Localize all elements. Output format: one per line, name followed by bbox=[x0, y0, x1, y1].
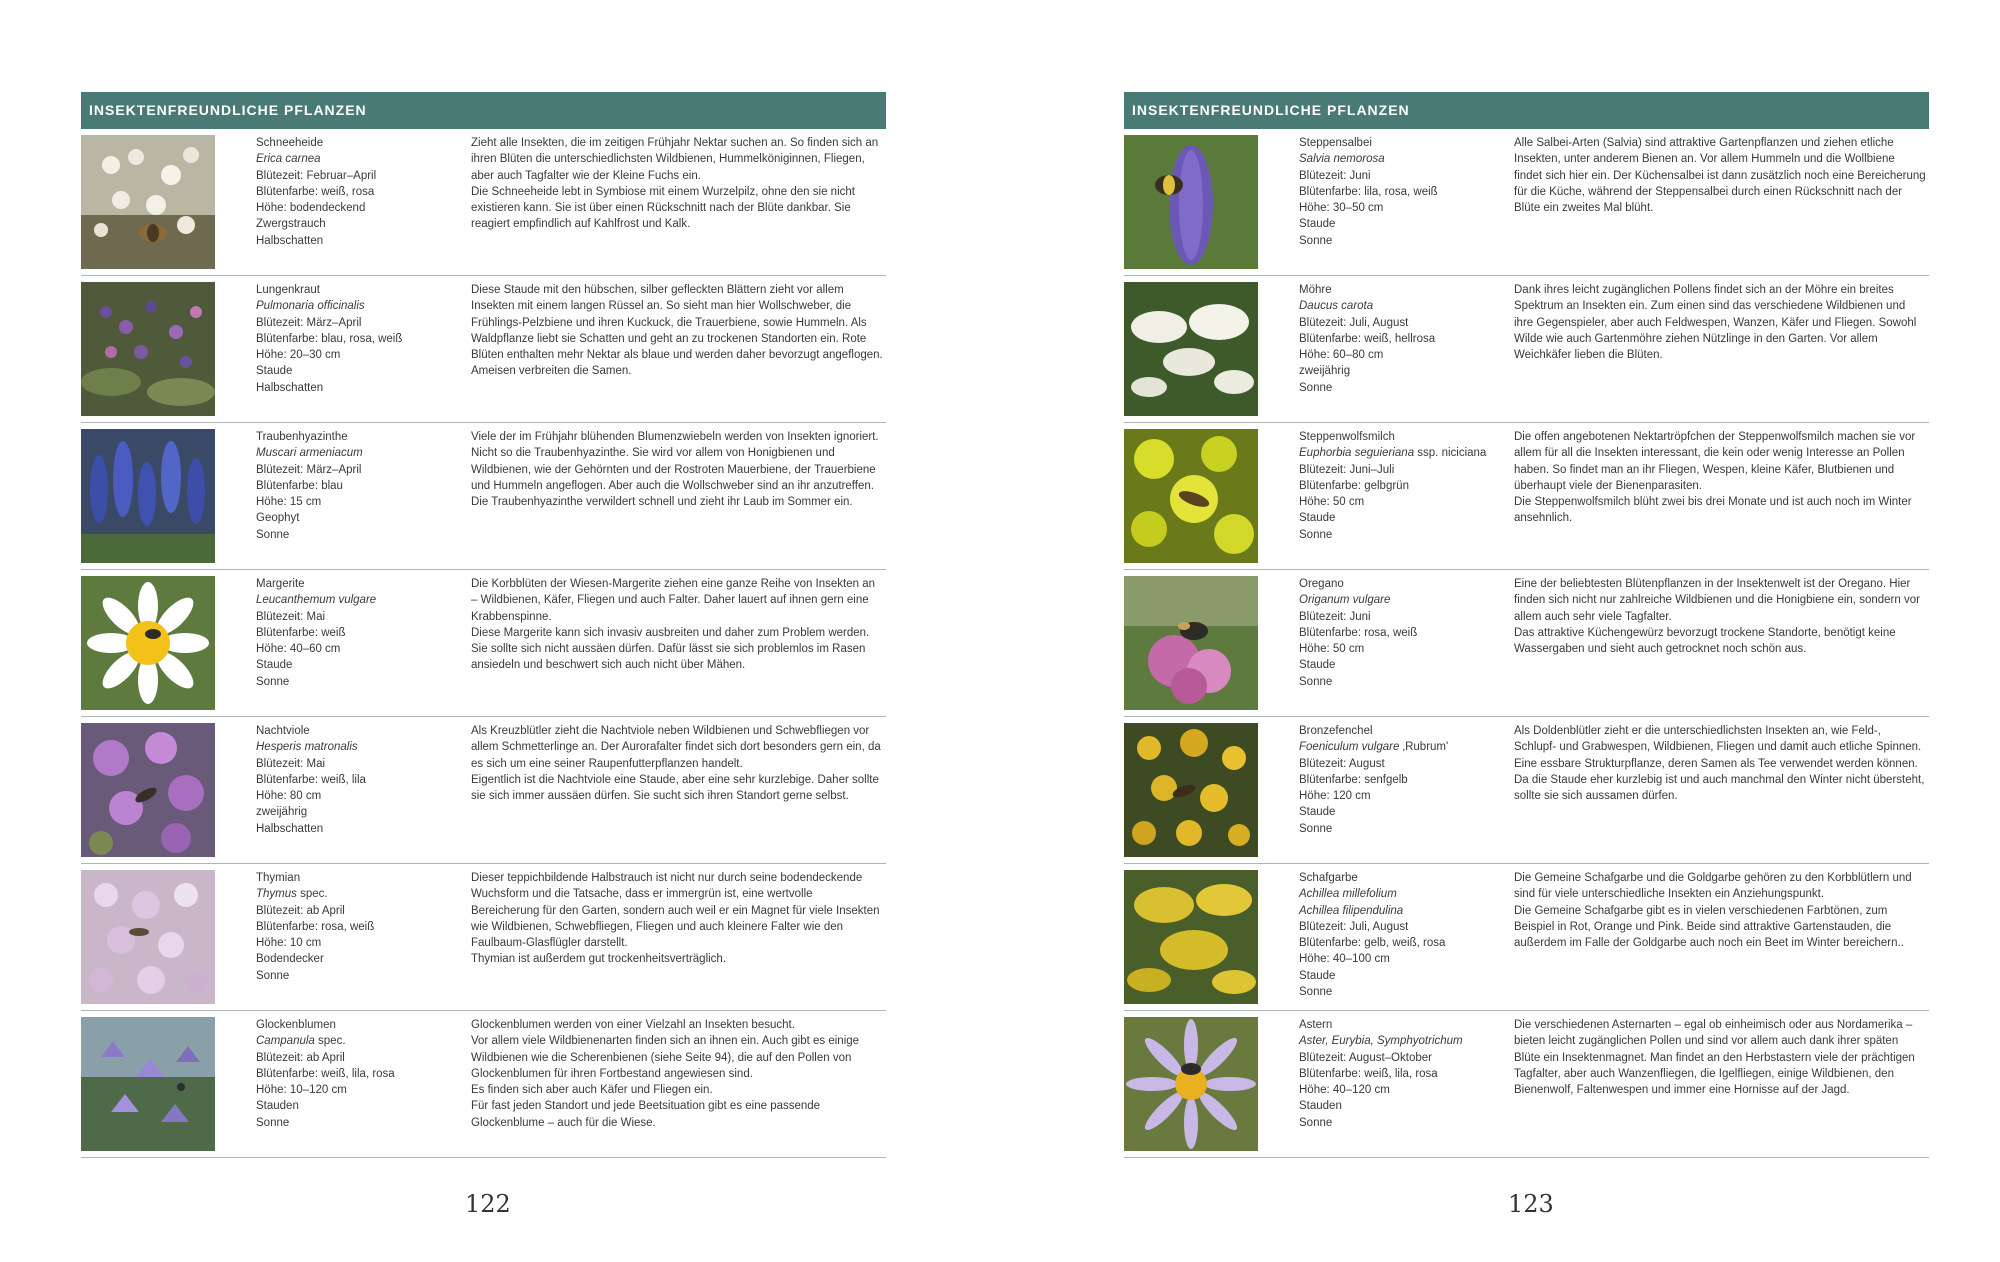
description-paragraph: Die verschiedenen Asternarten – egal ob einheimisch oder aus Nordamerika – bieten leicht zugänglichen Pollen und sind vor allem auch dank ihrer späten Blüte ein Insektenmagnet. Man findet an den Herbstastern viele der prächtigen Tagfalter, aber auch Wanzenfliegen, die Igelfliegen, einige Wildbienen, den Bienenwolf, Faltenwespen und immer eine Hornisse auf der Jagd. bbox=[1514, 1019, 1915, 1097]
description-paragraph: Glockenblumen werden von einer Vielzahl an Insekten besucht. bbox=[471, 1019, 795, 1031]
plant-latin-name: Daucus carota bbox=[1299, 300, 1374, 313]
thymian-photo bbox=[81, 870, 215, 1004]
plant-name: Thymian bbox=[256, 872, 301, 884]
flower-color: Blütenfarbe: weiß, lila bbox=[256, 773, 366, 786]
height: Höhe: 120 cm bbox=[1299, 790, 1371, 803]
plant-latin-name-2: Achillea filipendulina bbox=[1299, 904, 1404, 917]
latin-genus: Thymus bbox=[256, 888, 297, 901]
plant-name: Astern bbox=[1299, 1019, 1333, 1031]
plant-row-moehre bbox=[1124, 276, 1929, 423]
plant-row-thymian bbox=[81, 864, 886, 1011]
plant-latin-name: Achillea millefolium bbox=[1299, 888, 1397, 901]
plant-info bbox=[256, 723, 456, 837]
description-paragraph: Viele der im Frühjahr blühenden Blumenzwiebeln werden von Insekten ignoriert. Nicht so die Traubenhyazinthe. Sie wird vor allem von Honigbienen und Wildbienen, wie der Gehörnten und der Rostroten Mauerbiene, der Trauerbiene und Hummeln angeflogen. Aber auch die Wollschweber sind an ihr anzutreffen. bbox=[471, 431, 879, 492]
description-paragraph: Eigentlich ist die Nachtviole eine Staude, aber eine sehr kurzlebige. Daher sollte sie sich immer aussäen dürfen. Sie sucht sich ihren Standort gerne selbst. bbox=[471, 773, 879, 803]
flower-color: Blütenfarbe: senfgelb bbox=[1299, 773, 1408, 786]
plant-description bbox=[1514, 1017, 1926, 1098]
light: Sonne bbox=[1299, 1116, 1333, 1129]
steppenwolfsmilch-photo bbox=[1124, 429, 1258, 563]
plant-row-steppensalbei bbox=[1124, 129, 1929, 276]
plant-name: Traubenhyazinthe bbox=[256, 431, 348, 443]
bloom-time: Blütezeit: August bbox=[1299, 757, 1385, 770]
plant-description bbox=[471, 1017, 883, 1131]
margerite-photo bbox=[81, 576, 215, 710]
plant-type: Stauden bbox=[256, 1100, 299, 1113]
description-paragraph: Vor allem viele Wildbienenarten finden sich an ihnen ein. Auch gibt es einige Wildbienen wie die Scherenbienen (siehe Seite 94), die auf den Pollen von Glockenblumen für ihren Fortbestand angewiesen sind. bbox=[471, 1035, 860, 1080]
description-paragraph: Als Doldenblütler zieht er die unterschiedlichsten Insekten an, wie Feld-, Schlupf- und Grabwespen, Wildbienen, Fliegen und damit auch etliche Spinnen. Eine essbare Strukturpflanze, deren Samen als Tee verwendet werden können. bbox=[1514, 725, 1922, 770]
nachtviole-photo bbox=[81, 723, 215, 857]
plant-latin-name bbox=[1299, 445, 1499, 461]
light: Sonne bbox=[1299, 381, 1333, 394]
plant-description bbox=[1514, 870, 1926, 951]
description-paragraph: Die Gemeine Schafgarbe gibt es in vielen verschiedenen Farbtönen, zum Beispiel in Rot, Orange und Pink. Beide sind attraktive Gartenstauden, die außerdem im Falle der Goldgarbe auch noch ein Beet im Winter bereichern.. bbox=[1514, 904, 1904, 950]
plant-latin-name: Leucanthemum vulgare bbox=[256, 594, 377, 607]
flower-color: Blütenfarbe: weiß, hellrosa bbox=[1299, 332, 1436, 345]
flower-color: Blütenfarbe: weiß bbox=[256, 626, 346, 639]
plant-description bbox=[471, 135, 883, 233]
height: Höhe: 40–100 cm bbox=[1299, 953, 1390, 966]
left-page bbox=[81, 92, 886, 1158]
lungenkraut-photo bbox=[81, 282, 215, 416]
plant-latin-name: Pulmonaria officinalis bbox=[256, 300, 365, 313]
bloom-time: Blütezeit: März–April bbox=[256, 316, 362, 329]
bloom-time: Blütezeit: Juni–Juli bbox=[1299, 463, 1395, 476]
plant-name: Steppenwolfsmilch bbox=[1299, 431, 1395, 443]
bloom-time: Blütezeit: ab April bbox=[256, 904, 345, 917]
bloom-time: Blütezeit: März–April bbox=[256, 463, 362, 476]
flower-color: Blütenfarbe: blau bbox=[256, 479, 343, 492]
latin-genus: Foeniculum vulgare bbox=[1299, 741, 1400, 754]
bloom-time: Blütezeit: ab April bbox=[256, 1051, 345, 1064]
latin-suffix: ssp. niciciana bbox=[1414, 447, 1487, 460]
light: Sonne bbox=[256, 528, 290, 541]
light: Sonne bbox=[256, 675, 290, 688]
description-paragraph: Diese Staude mit den hübschen, silber gefleckten Blättern zieht vor allem Insekten mit einem langen Rüssel an. So sieht man hier Wollschweber, die Frühlings-Pelzbiene und ihren Kuckuck, die Trauerbiene, sowie Hummeln. Als Waldpflanze liebt sie Schatten und geht an zu trockenen Standorten ein. Rote Blüten enthalten mehr Nektar als blaue und werden daher bevorzugt angeflogen. Ameisen verbreiten die Samen. bbox=[471, 284, 883, 378]
flower-color: Blütenfarbe: gelbgrün bbox=[1299, 479, 1409, 492]
plant-name: Oregano bbox=[1299, 578, 1344, 590]
light: Sonne bbox=[1299, 986, 1333, 999]
plant-info bbox=[1299, 135, 1499, 249]
plant-row-schneeheide bbox=[81, 129, 886, 276]
height: Höhe: 40–120 cm bbox=[1299, 1084, 1390, 1097]
plant-description bbox=[471, 870, 883, 968]
light: Sonne bbox=[1299, 234, 1333, 247]
plant-type: Zwergstrauch bbox=[256, 218, 326, 231]
plant-name: Glockenblumen bbox=[256, 1019, 336, 1031]
plant-type: Staude bbox=[1299, 806, 1336, 819]
plant-name: Steppensalbei bbox=[1299, 137, 1372, 149]
light: Sonne bbox=[1299, 528, 1333, 541]
plant-latin-name bbox=[1299, 739, 1499, 755]
plant-info bbox=[1299, 429, 1499, 543]
flower-color: Blütenfarbe: rosa, weiß bbox=[1299, 626, 1418, 639]
plant-type: Staude bbox=[256, 659, 293, 672]
left-page-number: 122 bbox=[465, 1190, 511, 1218]
glockenblumen-photo bbox=[81, 1017, 215, 1151]
flower-color: Blütenfarbe: weiß, lila, rosa bbox=[256, 1067, 395, 1080]
bloom-time: Blütezeit: Juli, August bbox=[1299, 316, 1409, 329]
plant-description bbox=[471, 576, 883, 674]
description-paragraph: Die Schneeheide lebt in Symbiose mit einem Wurzelpilz, ohne den sie nicht existieren kann. Sie ist über einen Rückschnitt nach der Blüte dankbar. Sie reagiert empfindlich auf Kahlfrost und Kalk. bbox=[471, 185, 855, 231]
description-paragraph: Dieser teppichbildende Halbstrauch ist nicht nur durch seine bodendeckende Wuchsform und die Tatsache, dass er immergrün ist, eine wertvolle Bereicherung für den Garten, sondern auch weil er ein Magnet für viele Insekten wie Wildbienen, Schwebfliegen, Fliegen und auch kleinere Falter wie den Faulbaum-Glasflügler darstellt. bbox=[471, 872, 880, 950]
schneeheide-photo bbox=[81, 135, 215, 269]
plant-type: zweijährig bbox=[1299, 365, 1351, 378]
light: Sonne bbox=[256, 1116, 290, 1129]
plant-info bbox=[256, 870, 456, 984]
right-section-header: INSEKTENFREUNDLICHE PFLANZEN bbox=[1124, 92, 1929, 129]
latin-suffix: spec. bbox=[296, 888, 328, 901]
plant-row-steppenwolfsmilch bbox=[1124, 423, 1929, 570]
plant-info bbox=[1299, 282, 1499, 396]
description-paragraph: Zieht alle Insekten, die im zeitigen Frühjahr Nektar suchen an. So finden sich an ihren Blüten die unterschiedlichsten Wildbienen, Hummelköniginnen, Fliegen, aber auch Tagfalter wie der Kleine Fuchs ein. bbox=[471, 137, 879, 182]
plant-type: Stauden bbox=[1299, 1100, 1342, 1113]
height: Höhe: 80 cm bbox=[256, 790, 322, 803]
light: Sonne bbox=[1299, 822, 1333, 835]
flower-color: Blütenfarbe: blau, rosa, weiß bbox=[256, 332, 403, 345]
plant-info bbox=[256, 135, 456, 249]
plant-type: zweijährig bbox=[256, 806, 308, 819]
plant-info bbox=[256, 1017, 456, 1131]
light: Sonne bbox=[256, 969, 290, 982]
height: Höhe: 30–50 cm bbox=[1299, 202, 1384, 215]
plant-description bbox=[1514, 282, 1926, 363]
plant-info bbox=[1299, 723, 1499, 837]
description-paragraph: Alle Salbei-Arten (Salvia) sind attraktive Gartenpflanzen und ziehen etliche Insekten, unter anderem Bienen an. Vor allem Hummeln und die Wollbiene findet sich hier ein. Der Küchensalbei ist dann zusätzlich noch eine Bereicherung für die Küche, während der Steppensalbei durch einen Rückschnitt nach der Blüte ein zweites Mal blüht. bbox=[1514, 137, 1926, 215]
plant-name: Nachtviole bbox=[256, 725, 310, 737]
plant-name: Lungenkraut bbox=[256, 284, 320, 296]
right-page bbox=[1124, 92, 1929, 1158]
plant-row-margerite bbox=[81, 570, 886, 717]
flower-color: Blütenfarbe: weiß, rosa bbox=[256, 185, 375, 198]
description-paragraph: Die Traubenhyazinthe verwildert schnell und zieht ihr Laub im Sommer ein. bbox=[471, 496, 853, 509]
description-paragraph: Für fast jeden Standort und jede Beetsituation gibt es eine passende Glockenblume – auch für die Wiese. bbox=[471, 1100, 821, 1129]
plant-latin-name: Muscari armeniacum bbox=[256, 447, 363, 460]
plant-latin-name: Salvia nemorosa bbox=[1299, 153, 1385, 166]
oregano-photo bbox=[1124, 576, 1258, 710]
plant-row-glockenblumen bbox=[81, 1011, 886, 1158]
bloom-time: Blütezeit: Juni bbox=[1299, 610, 1371, 623]
plant-latin-name: Erica carnea bbox=[256, 153, 321, 166]
plant-latin-name: Hesperis matronalis bbox=[256, 741, 358, 754]
plant-row-nachtviole bbox=[81, 717, 886, 864]
latin-genus: Campanula bbox=[256, 1035, 315, 1048]
plant-row-oregano bbox=[1124, 570, 1929, 717]
description-paragraph: Da die Staude eher kurzlebig ist und auch manchmal den Winter nicht übersteht, sollte sie sich aussamen dürfen. bbox=[1514, 773, 1925, 803]
flower-color: Blütenfarbe: weiß, lila, rosa bbox=[1299, 1067, 1438, 1080]
steppensalbei-photo bbox=[1124, 135, 1258, 269]
plant-description bbox=[1514, 135, 1926, 216]
plant-row-bronzefenchel bbox=[1124, 717, 1929, 864]
plant-name: Schneeheide bbox=[256, 137, 324, 149]
plant-name: Schafgarbe bbox=[1299, 872, 1358, 884]
plant-description bbox=[1514, 576, 1926, 657]
latin-suffix: ‚Rubrum' bbox=[1399, 741, 1449, 754]
latin-genus: Euphorbia seguieriana bbox=[1299, 447, 1415, 460]
bloom-time: Blütezeit: Juni bbox=[1299, 169, 1371, 182]
bronzefenchel-photo bbox=[1124, 723, 1258, 857]
description-paragraph: Es finden sich aber auch Käfer und Fliegen ein. bbox=[471, 1084, 713, 1097]
plant-description bbox=[471, 723, 883, 804]
plant-type: Geophyt bbox=[256, 512, 300, 525]
plant-row-traubenhyazinthe bbox=[81, 423, 886, 570]
flower-color: Blütenfarbe: lila, rosa, weiß bbox=[1299, 185, 1438, 198]
plant-name: Möhre bbox=[1299, 284, 1332, 296]
latin-suffix: spec. bbox=[314, 1035, 346, 1048]
description-paragraph: Die Gemeine Schafgarbe und die Goldgarbe gehören zu den Korbblütlern und sind für viele unterschiedliche Insekten ein Anziehungspunkt. bbox=[1514, 872, 1912, 901]
plant-description bbox=[471, 282, 883, 380]
description-paragraph: Die Steppenwolfsmilch blüht zwei bis drei Monate und ist auch noch im Winter ansehnlich. bbox=[1514, 496, 1912, 525]
light: Halbschatten bbox=[256, 822, 324, 835]
description-paragraph: Die Korbblüten der Wiesen-Margerite ziehen eine ganze Reihe von Insekten an – Wildbienen, Käfer, Fliegen und auch Falter. Daher lauert auf ihnen gern eine Krabbenspinne. bbox=[471, 578, 876, 623]
plant-info bbox=[256, 576, 456, 690]
plant-description bbox=[1514, 429, 1926, 527]
plant-latin-name bbox=[256, 1033, 456, 1049]
height: Höhe: 10–120 cm bbox=[256, 1084, 347, 1097]
schafgarbe-photo bbox=[1124, 870, 1258, 1004]
description-paragraph: Dank ihres leicht zugänglichen Pollens findet sich an der Möhre ein breites Spektrum an Insekten ein. Zum einen sind das verschiedene Wildbienen und ihre Gegenspieler, aber auch Feldwespen, Wanzen, Käfer und Fliegen. Sowohl Wilde wie auch Gartenmöhre ziehen Nützlinge in den Garten. Vor allem Weichkäfer lieben die Blüten. bbox=[1514, 284, 1917, 362]
height: Höhe: 60–80 cm bbox=[1299, 349, 1384, 362]
plant-info bbox=[256, 429, 456, 543]
bloom-time: Blütezeit: Juli, August bbox=[1299, 920, 1409, 933]
plant-type: Staude bbox=[1299, 659, 1336, 672]
plant-description bbox=[1514, 723, 1926, 804]
bloom-time: Blütezeit: Mai bbox=[256, 757, 326, 770]
height: Höhe: 50 cm bbox=[1299, 643, 1365, 656]
height: Höhe: 15 cm bbox=[256, 496, 322, 509]
plant-name: Margerite bbox=[256, 578, 305, 590]
plant-info bbox=[1299, 576, 1499, 690]
description-paragraph: Eine der beliebtesten Blütenpflanzen in der Insektenwelt ist der Oregano. Hier finden sich nicht nur zahlreiche Wildbienen und die Honigbiene ein, sondern vor allem auch sehr viele Tagfalter. bbox=[1514, 578, 1920, 623]
plant-info bbox=[256, 282, 456, 396]
plant-info bbox=[1299, 1017, 1499, 1131]
plant-type: Staude bbox=[1299, 218, 1336, 231]
bloom-time: Blütezeit: August–Oktober bbox=[1299, 1051, 1432, 1064]
traubenhyazinthe-photo bbox=[81, 429, 215, 563]
description-paragraph: Als Kreuzblütler zieht die Nachtviole neben Wildbienen und Schwebfliegen vor allem Schmetterlinge an. Der Aurorafalter findet sich dort besonders gern ein, da es sich um eine seiner Raupenfutterpflanzen handelt. bbox=[471, 725, 881, 770]
height: Höhe: 10 cm bbox=[256, 937, 322, 950]
plant-latin-name: Origanum vulgare bbox=[1299, 594, 1391, 607]
bloom-time: Blütezeit: Februar–April bbox=[256, 169, 377, 182]
description-paragraph: Diese Margerite kann sich invasiv ausbreiten und daher zum Problem werden. Sie sollte sich nicht aussäen dürfen. Dafür lässt sie sich problemlos im Rasen ansiedeln und beschwert sich auch nicht über Mähen. bbox=[471, 626, 870, 672]
description-paragraph: Das attraktive Küchengewürz bevorzugt trockene Standorte, benötigt keine Wassergaben und sieht auch getrocknet noch schön aus. bbox=[1514, 626, 1896, 656]
plant-row-lungenkraut bbox=[81, 276, 886, 423]
bloom-time: Blütezeit: Mai bbox=[256, 610, 326, 623]
height: Höhe: 40–60 cm bbox=[256, 643, 341, 656]
plant-row-schafgarbe bbox=[1124, 864, 1929, 1011]
plant-type: Staude bbox=[256, 365, 293, 378]
plant-latin-name bbox=[256, 886, 456, 902]
plant-row-astern bbox=[1124, 1011, 1929, 1158]
plant-type: Bodendecker bbox=[256, 953, 324, 966]
moehre-photo bbox=[1124, 282, 1258, 416]
light: Halbschatten bbox=[256, 381, 324, 394]
right-page-number: 123 bbox=[1508, 1190, 1554, 1218]
plant-info bbox=[1299, 870, 1499, 1000]
plant-latin-name: Aster, Eurybia, Symphyotrichum bbox=[1299, 1035, 1463, 1048]
astern-photo bbox=[1124, 1017, 1258, 1151]
height: Höhe: bodendeckend bbox=[256, 202, 366, 215]
height: Höhe: 50 cm bbox=[1299, 496, 1365, 509]
light: Halbschatten bbox=[256, 234, 324, 247]
flower-color: Blütenfarbe: rosa, weiß bbox=[256, 920, 375, 933]
light: Sonne bbox=[1299, 675, 1333, 688]
flower-color: Blütenfarbe: gelb, weiß, rosa bbox=[1299, 937, 1446, 950]
plant-description bbox=[471, 429, 883, 510]
plant-type: Staude bbox=[1299, 969, 1336, 982]
description-paragraph: Thymian ist außerdem gut trockenheitsverträglich. bbox=[471, 953, 727, 966]
plant-type: Staude bbox=[1299, 512, 1336, 525]
height: Höhe: 20–30 cm bbox=[256, 349, 341, 362]
plant-name: Bronzefenchel bbox=[1299, 725, 1373, 737]
left-section-header: INSEKTENFREUNDLICHE PFLANZEN bbox=[81, 92, 886, 129]
description-paragraph: Die offen angebotenen Nektartröpfchen der Steppenwolfsmilch machen sie vor allem für all die Insekten interessant, die kein oder wenig Interesse an Pollen haben. So findet man an ihr Fliegen, Wespen, kleine Käfer, Blutbienen und überhaupt viele der Bienenparasiten. bbox=[1514, 431, 1916, 492]
